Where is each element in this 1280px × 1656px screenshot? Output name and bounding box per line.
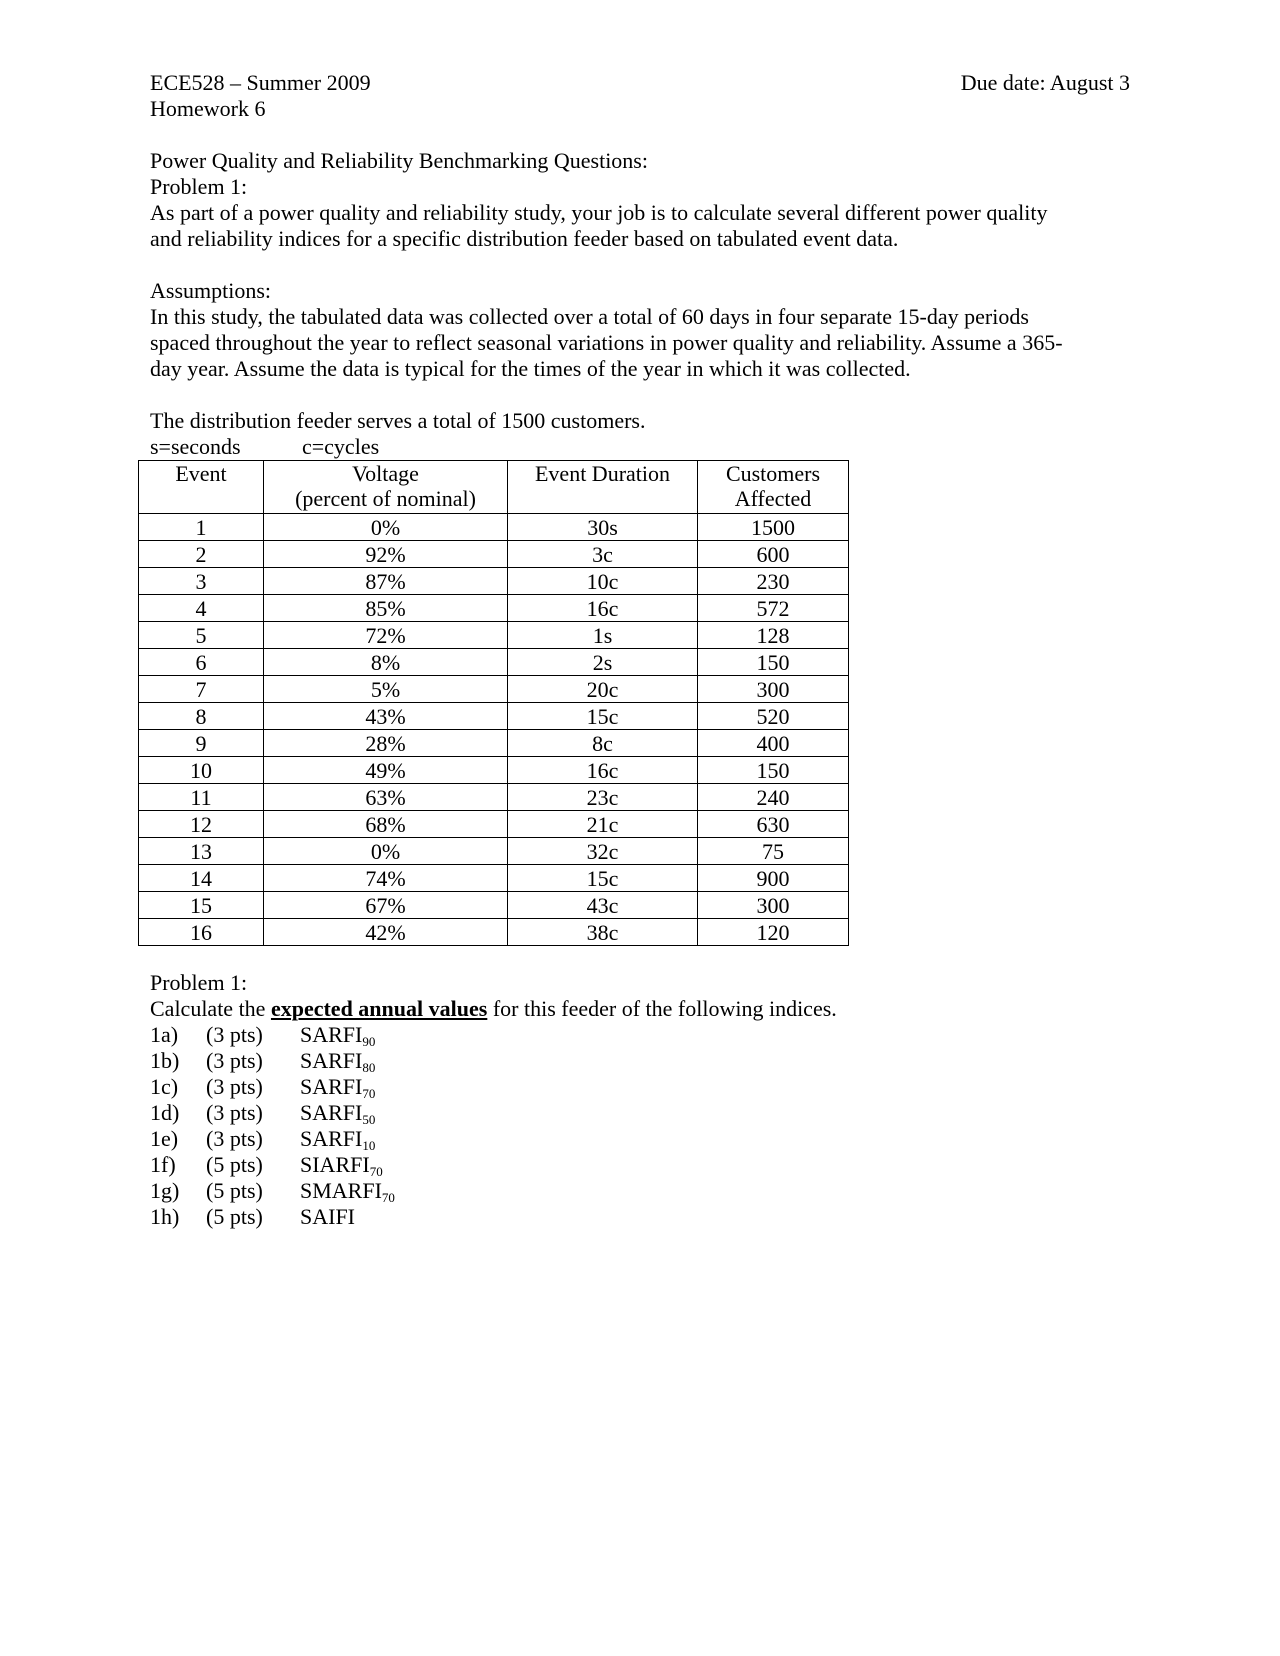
question-points: (5 pts) bbox=[206, 1178, 263, 1203]
cell-event: 14 bbox=[139, 865, 264, 892]
cell-voltage: 49% bbox=[264, 757, 508, 784]
question-index: $SARFI_{90}$ bbox=[300, 1022, 376, 1049]
cell-voltage: 63% bbox=[264, 784, 508, 811]
header-event: Event bbox=[139, 461, 264, 514]
question-label: 1a) bbox=[150, 1022, 179, 1047]
cell-voltage: 92% bbox=[264, 541, 508, 568]
cell-duration: 8c bbox=[508, 730, 698, 757]
cell-customers: 1500 bbox=[698, 514, 849, 541]
cell-duration: 30s bbox=[508, 514, 698, 541]
question-label: 1g) bbox=[150, 1178, 180, 1203]
index-subscript: 70 bbox=[369, 1164, 383, 1179]
cell-duration: 23c bbox=[508, 784, 698, 811]
index-subscript: 50 bbox=[362, 1112, 376, 1127]
assumptions-text: spaced throughout the year to reflect seasonal variations in power quality and reliability. Assume a 365- bbox=[150, 330, 1063, 355]
unit-seconds: s=seconds bbox=[150, 434, 241, 459]
table-row bbox=[139, 514, 849, 541]
index-subscript: 90 bbox=[362, 1034, 376, 1049]
assumptions-text: In this study, the tabulated data was collected over a total of 60 days in four separate 15-day periods bbox=[150, 304, 1029, 329]
section-title: Power Quality and Reliability Benchmarking Questions: bbox=[150, 148, 648, 173]
assumptions-title: Assumptions: bbox=[150, 278, 272, 303]
cell-event: 12 bbox=[139, 811, 264, 838]
index-subscript: 70 bbox=[362, 1086, 376, 1101]
document-header bbox=[150, 70, 1130, 96]
cell-customers: 120 bbox=[698, 919, 849, 946]
cell-event: 2 bbox=[139, 541, 264, 568]
question-points: (5 pts) bbox=[206, 1152, 263, 1177]
cell-event: 5 bbox=[139, 622, 264, 649]
assumptions-text: day year. Assume the data is typical for the times of the year in which it was collected. bbox=[150, 356, 911, 381]
cell-customers: 400 bbox=[698, 730, 849, 757]
question-label: 1d) bbox=[150, 1100, 180, 1125]
table-row bbox=[139, 649, 849, 676]
table-row bbox=[139, 730, 849, 757]
cell-duration: 16c bbox=[508, 595, 698, 622]
unit-legend bbox=[150, 434, 1130, 460]
cell-event: 11 bbox=[139, 784, 264, 811]
question-item bbox=[150, 1178, 1130, 1204]
cell-event: 16 bbox=[139, 919, 264, 946]
cell-duration: 1s bbox=[508, 622, 698, 649]
table-row bbox=[139, 865, 849, 892]
feeder-customers-text: The distribution feeder serves a total of 1500 customers. bbox=[150, 408, 646, 433]
question-points: (3 pts) bbox=[206, 1022, 263, 1047]
question-index: $SMARFI_{70}$ bbox=[300, 1178, 395, 1205]
header-voltage: Voltage (percent of nominal) bbox=[264, 461, 508, 514]
index-subscript: 80 bbox=[362, 1060, 376, 1075]
question-points: (5 pts) bbox=[206, 1204, 263, 1229]
cell-customers: 600 bbox=[698, 541, 849, 568]
question-index: $SARFI_{80}$ bbox=[300, 1048, 376, 1075]
cell-customers: 520 bbox=[698, 703, 849, 730]
question-index: $SARFI_{10}$ bbox=[300, 1126, 376, 1153]
cell-voltage: 0% bbox=[264, 838, 508, 865]
table-row bbox=[139, 622, 849, 649]
cell-voltage: 87% bbox=[264, 568, 508, 595]
cell-voltage: 8% bbox=[264, 649, 508, 676]
cell-duration: 15c bbox=[508, 703, 698, 730]
question-label: 1f) bbox=[150, 1152, 176, 1177]
problem-label: Problem 1: bbox=[150, 174, 248, 199]
question-points: (3 pts) bbox=[206, 1126, 263, 1151]
question-index: $SARFI_{70}$ bbox=[300, 1074, 376, 1101]
question-points: (3 pts) bbox=[206, 1100, 263, 1125]
table-row bbox=[139, 838, 849, 865]
cell-voltage: 72% bbox=[264, 622, 508, 649]
cell-voltage: 43% bbox=[264, 703, 508, 730]
cell-voltage: 67% bbox=[264, 892, 508, 919]
cell-duration: 3c bbox=[508, 541, 698, 568]
cell-event: 15 bbox=[139, 892, 264, 919]
questions-instruction: Calculate the expected annual values for this feeder of the following indices. bbox=[150, 996, 837, 1021]
header-duration: Event Duration bbox=[508, 461, 698, 514]
table-row bbox=[139, 811, 849, 838]
cell-customers: 300 bbox=[698, 892, 849, 919]
problem-description: and reliability indices for a specific distribution feeder based on tabulated event data. bbox=[150, 226, 899, 251]
cell-duration: 20c bbox=[508, 676, 698, 703]
cell-event: 10 bbox=[139, 757, 264, 784]
question-label: 1h) bbox=[150, 1204, 180, 1229]
due-date: Due date: August 3 bbox=[960, 70, 1130, 95]
question-label: 1c) bbox=[150, 1074, 179, 1099]
question-index: SAIFI bbox=[300, 1204, 356, 1229]
header-customers: Customers Affected bbox=[698, 461, 849, 514]
table-row bbox=[139, 595, 849, 622]
table-row bbox=[139, 568, 849, 595]
table-row bbox=[139, 757, 849, 784]
cell-customers: 300 bbox=[698, 676, 849, 703]
course-title: ECE528 – Summer 2009 bbox=[150, 70, 371, 95]
question-item bbox=[150, 1074, 1130, 1100]
cell-customers: 630 bbox=[698, 811, 849, 838]
cell-event: 6 bbox=[139, 649, 264, 676]
question-index: $SIARFI_{70}$ bbox=[300, 1152, 383, 1179]
table-row bbox=[139, 919, 849, 946]
question-label: 1e) bbox=[150, 1126, 179, 1151]
cell-customers: 150 bbox=[698, 757, 849, 784]
table-row bbox=[139, 703, 849, 730]
cell-customers: 572 bbox=[698, 595, 849, 622]
cell-duration: 32c bbox=[508, 838, 698, 865]
table-row bbox=[139, 676, 849, 703]
cell-event: 3 bbox=[139, 568, 264, 595]
table-row bbox=[139, 892, 849, 919]
table-row bbox=[139, 541, 849, 568]
cell-event: 8 bbox=[139, 703, 264, 730]
index-subscript: 70 bbox=[381, 1190, 395, 1205]
cell-voltage: 85% bbox=[264, 595, 508, 622]
cell-customers: 75 bbox=[698, 838, 849, 865]
cell-customers: 240 bbox=[698, 784, 849, 811]
cell-voltage: 42% bbox=[264, 919, 508, 946]
homework-title: Homework 6 bbox=[150, 96, 266, 121]
question-item bbox=[150, 1048, 1130, 1074]
cell-duration: 2s bbox=[508, 649, 698, 676]
cell-duration: 15c bbox=[508, 865, 698, 892]
question-list bbox=[150, 1022, 1130, 1230]
cell-customers: 128 bbox=[698, 622, 849, 649]
question-label: 1b) bbox=[150, 1048, 180, 1073]
question-item bbox=[150, 1204, 1130, 1230]
question-item bbox=[150, 1022, 1130, 1048]
cell-duration: 21c bbox=[508, 811, 698, 838]
event-table bbox=[138, 460, 849, 946]
cell-voltage: 74% bbox=[264, 865, 508, 892]
question-item bbox=[150, 1100, 1130, 1126]
table-header-row bbox=[139, 461, 849, 514]
question-points: (3 pts) bbox=[206, 1074, 263, 1099]
cell-customers: 900 bbox=[698, 865, 849, 892]
homework-page bbox=[150, 70, 1130, 1230]
question-points: (3 pts) bbox=[206, 1048, 263, 1073]
cell-duration: 16c bbox=[508, 757, 698, 784]
cell-event: 9 bbox=[139, 730, 264, 757]
cell-duration: 43c bbox=[508, 892, 698, 919]
cell-event: 4 bbox=[139, 595, 264, 622]
cell-voltage: 28% bbox=[264, 730, 508, 757]
cell-event: 1 bbox=[139, 514, 264, 541]
cell-duration: 38c bbox=[508, 919, 698, 946]
cell-customers: 230 bbox=[698, 568, 849, 595]
questions-problem-label: Problem 1: bbox=[150, 970, 248, 995]
cell-event: 7 bbox=[139, 676, 264, 703]
cell-customers: 150 bbox=[698, 649, 849, 676]
question-item bbox=[150, 1152, 1130, 1178]
cell-voltage: 0% bbox=[264, 514, 508, 541]
emphasis-text: expected annual values bbox=[270, 996, 488, 1021]
cell-voltage: 5% bbox=[264, 676, 508, 703]
problem-description: As part of a power quality and reliability study, your job is to calculate several different power quality bbox=[150, 200, 1048, 225]
cell-duration: 10c bbox=[508, 568, 698, 595]
cell-event: 13 bbox=[139, 838, 264, 865]
cell-voltage: 68% bbox=[264, 811, 508, 838]
index-subscript: 10 bbox=[362, 1138, 376, 1153]
table-row bbox=[139, 784, 849, 811]
question-item bbox=[150, 1126, 1130, 1152]
unit-cycles: c=cycles bbox=[302, 434, 380, 459]
question-index: $SARFI_{50}$ bbox=[300, 1100, 376, 1127]
